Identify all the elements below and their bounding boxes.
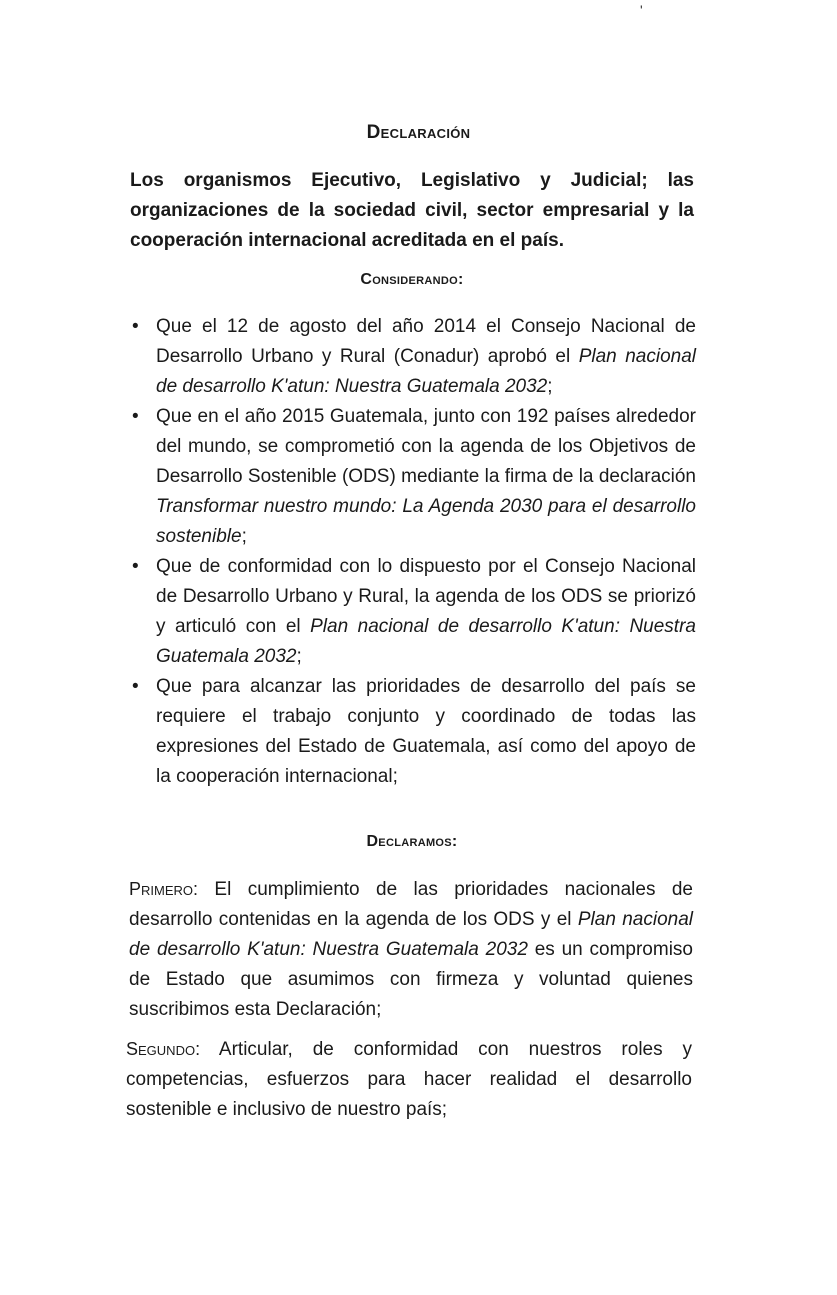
document-title: Declaración <box>366 122 471 143</box>
intro-paragraph: Los organismos Ejecutivo, Legislativo y Judicial; las organizaciones de la sociedad civil, sector empresarial y la cooperación internacional acreditada en el país. <box>130 170 694 251</box>
considerando-list <box>130 312 696 792</box>
list-item <box>130 402 696 552</box>
list-item <box>130 312 696 402</box>
primero-paragraph <box>129 874 693 1025</box>
list-item-italic: Transformar nuestro mundo: La Agenda 2030 para el desarrollo sostenible <box>156 496 696 547</box>
bullet-icon: • <box>132 406 139 427</box>
considerando-heading: Considerando: <box>360 271 464 288</box>
primero-end: es un compromiso de Estado que asumimos con firmeza y voluntad quienes suscribimos esta Declaración; <box>129 939 693 1020</box>
segundo-text: Articular, de conformidad con nuestros roles y competencias, esfuerzos para hacer realidad el desarrollo sostenible e inclusivo de nuestro país; <box>126 1039 692 1120</box>
segundo-lead: Segundo: <box>126 1039 201 1059</box>
list-item <box>130 672 696 792</box>
primero-italic: Plan nacional de desarrollo K'atun: Nuestra Guatemala 2032 <box>129 909 693 960</box>
list-item-end: ; <box>296 646 302 667</box>
list-item-text: Que para alcanzar las prioridades de desarrollo del país se requiere el trabajo conjunto y coordinado de todas las expresiones del Estado de Guatemala, así como del apoyo de la cooperación internacional; <box>156 676 696 787</box>
scan-mark: ' <box>640 2 643 18</box>
list-item-end: ; <box>547 376 553 397</box>
list-item-text: Que en el año 2015 Guatemala, junto con 192 países alrededor del mundo, se comprometió con la agenda de los Objetivos de Desarrollo Sostenible (ODS) mediante la firma de la declaración <box>156 406 696 487</box>
list-item-end: ; <box>241 526 247 547</box>
bullet-icon: • <box>132 676 139 697</box>
bullet-icon: • <box>132 316 139 337</box>
primero-text: El cumplimiento de las prioridades nacionales de desarrollo contenidas en la agenda de los ODS y el <box>129 879 693 930</box>
list-item-text: Que el 12 de agosto del año 2014 el Consejo Nacional de Desarrollo Urbano y Rural (Conadur) aprobó el <box>156 316 696 367</box>
primero-lead: Primero: <box>129 879 199 899</box>
segundo-paragraph <box>126 1034 692 1125</box>
list-item-italic: Plan nacional de desarrollo K'atun: Nuestra Guatemala 2032 <box>156 346 696 397</box>
list-item-italic: Plan nacional de desarrollo K'atun: Nuestra Guatemala 2032 <box>156 616 696 667</box>
list-item <box>130 552 696 672</box>
list-item-text: Que de conformidad con lo dispuesto por el Consejo Nacional de Desarrollo Urbano y Rural, la agenda de los ODS se priorizó y articuló con el <box>156 556 696 637</box>
declaramos-heading: Declaramos: <box>366 833 458 850</box>
bullet-icon: • <box>132 556 139 577</box>
